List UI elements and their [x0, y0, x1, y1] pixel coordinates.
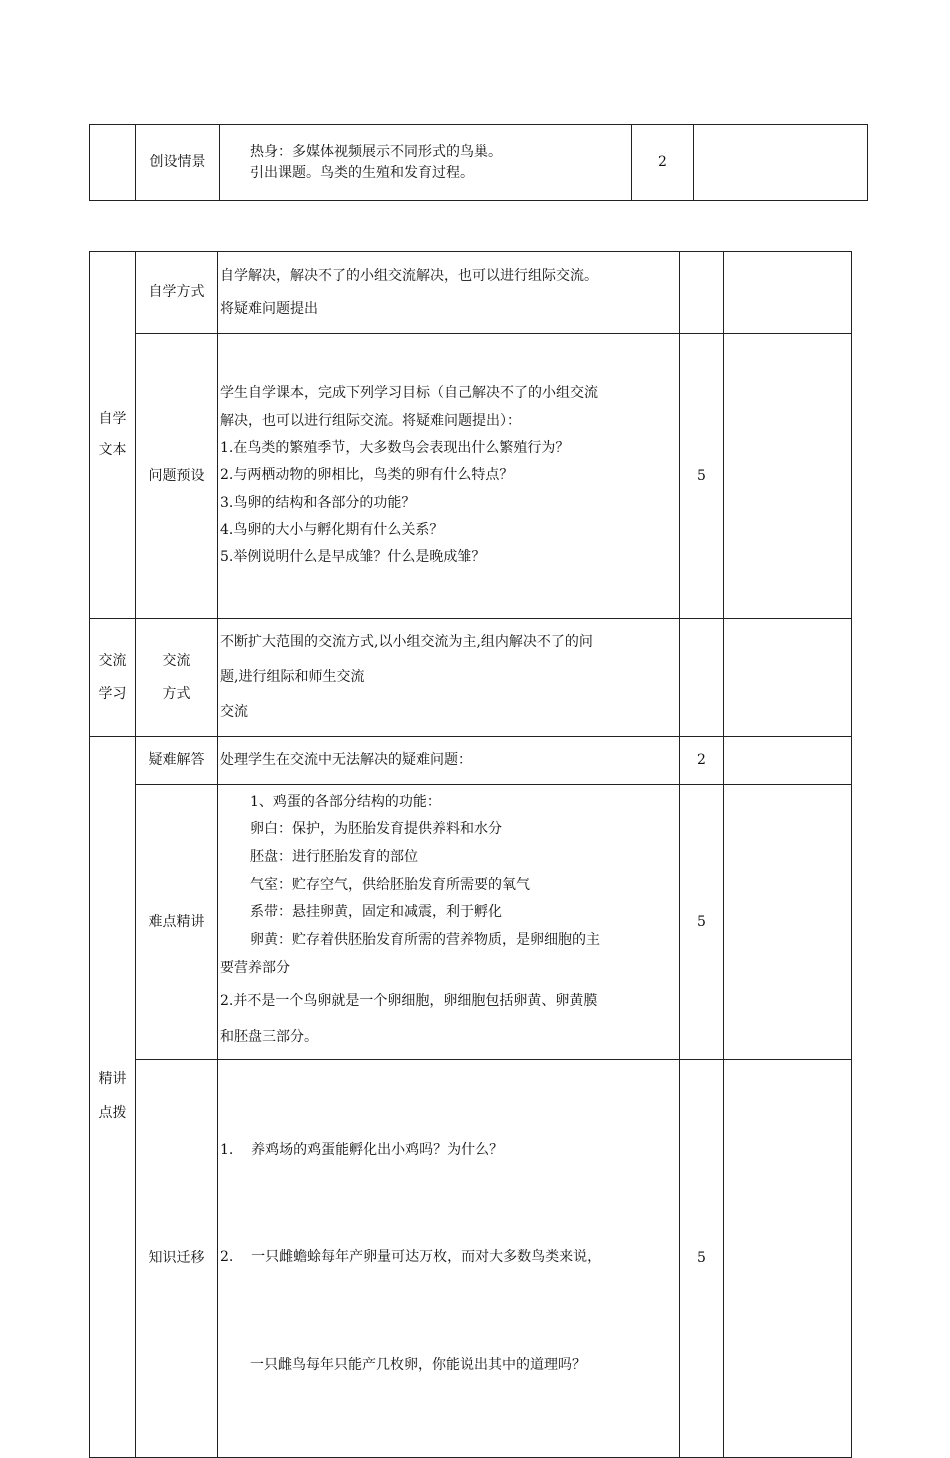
exchange-line: 交流: [220, 704, 248, 720]
focus-line: 1、鸡蛋的各部分结构的功能：: [250, 793, 441, 810]
intro-table: [89, 124, 868, 201]
question-line: 解决，也可以进行组际交流。将疑难问题提出）：: [220, 412, 521, 429]
exchange-method-label: [136, 619, 218, 737]
lecture-group-label: [90, 737, 136, 1458]
label-line: 交流: [162, 653, 191, 670]
question-line: 2.与两栖动物的卵相比，鸟类的卵有什么特点？: [220, 467, 514, 484]
self-study-questions-notes: [724, 334, 852, 619]
exchange-content: [218, 619, 680, 737]
question-line: 学生自学课本，完成下列学习目标（自己解决不了的小组交流: [220, 385, 598, 402]
intro-notes-cell: [694, 125, 868, 201]
intro-minutes: 2: [632, 125, 694, 201]
lecture-qa-notes: [724, 737, 852, 785]
self-study-questions-row: [90, 334, 852, 619]
intro-content: [220, 125, 632, 201]
lecture-focus-content: [218, 785, 680, 1060]
label-line: 方式: [162, 685, 191, 702]
group-label-line: 学习: [98, 685, 127, 702]
lecture-focus-minutes: 5: [680, 785, 724, 1060]
transfer-item: 一只雌鸟每年只能产几枚卵，你能说出其中的道理吗？: [250, 1356, 586, 1373]
self-study-method-content: [218, 252, 680, 334]
lecture-focus-notes: [724, 785, 852, 1060]
self-study-questions-content: [218, 334, 680, 619]
intro-line: 引出课题。鸟类的生殖和发育过程。: [250, 164, 474, 181]
exchange-notes: [724, 619, 852, 737]
self-study-method-minutes: [680, 252, 724, 334]
question-line: 1.在鸟类的繁殖季节，大多数鸟会表现出什么繁殖行为？: [220, 440, 570, 457]
focus-line: 要营养部分: [220, 959, 290, 976]
method-line: 将疑难问题提出: [220, 300, 318, 317]
lecture-focus-row: [90, 785, 852, 1060]
self-study-method-row: [90, 252, 852, 334]
lecture-qa-row: [90, 737, 852, 785]
exchange-line: 题,进行组际和师生交流: [220, 669, 365, 685]
exchange-minutes: [680, 619, 724, 737]
question-line: 5.举例说明什么是早成雏？什么是晚成雏？: [220, 549, 486, 566]
question-line: 4.鸟卵的大小与孵化期有什么关系？: [220, 521, 444, 538]
method-line: 自学解决，解决不了的小组交流解决，也可以进行组际交流。: [220, 267, 598, 284]
focus-line: 胚盘：进行胚胎发育的部位: [250, 849, 418, 866]
group-label-line: 交流: [98, 653, 127, 670]
self-study-method-label: 自学方式: [136, 252, 218, 334]
self-study-questions-label: 问题预设: [136, 334, 218, 619]
exchange-row: [90, 619, 852, 737]
lesson-table: [89, 251, 852, 1458]
focus-line: 卵黄：贮存着供胚胎发育所需的营养物质，是卵细胞的主: [250, 932, 600, 949]
lecture-transfer-content: [218, 1060, 680, 1458]
group-label-line: 点拨: [98, 1104, 127, 1121]
lecture-transfer-label: 知识迁移: [136, 1060, 218, 1458]
group-label-line: 精讲: [98, 1071, 127, 1088]
lecture-transfer-minutes: 5: [680, 1060, 724, 1458]
self-study-method-notes: [724, 252, 852, 334]
lecture-transfer-notes: [724, 1060, 852, 1458]
exchange-group-label: [90, 619, 136, 737]
transfer-item: 1. 养鸡场的鸡蛋能孵化出小鸡吗？为什么？: [220, 1142, 504, 1159]
focus-line: 气室：贮存空气，供给胚胎发育所需要的氧气: [250, 876, 530, 893]
self-study-group-label: [90, 252, 136, 619]
focus-line: 和胚盘三部分。: [220, 1029, 318, 1046]
intro-section-label: 创设情景: [136, 125, 220, 201]
intro-empty-cell: [90, 125, 136, 201]
group-label-line: 文本: [98, 442, 127, 458]
lecture-qa-minutes: 2: [680, 737, 724, 785]
intro-row: [90, 125, 868, 201]
lecture-focus-label: 难点精讲: [136, 785, 218, 1060]
lecture-qa-content: [218, 737, 680, 785]
focus-line: 2.并不是一个鸟卵就是一个卵细胞，卵细胞包括卵黄、卵黄膜: [220, 992, 598, 1009]
intro-line: 热身：多媒体视频展示不同形式的鸟巢。: [250, 143, 502, 160]
exchange-line: 不断扩大范围的交流方式,以小组交流为主,组内解决不了的问: [220, 634, 593, 650]
focus-line: 卵白：保护，为胚胎发育提供养料和水分: [250, 821, 502, 838]
focus-line: 系带：悬挂卵黄，固定和减震，利于孵化: [250, 904, 502, 921]
lecture-transfer-row: [90, 1060, 852, 1458]
transfer-item: 2. 一只雌蟾蜍每年产卵量可达万枚，而对大多数鸟类来说，: [220, 1249, 602, 1266]
question-line: 3.鸟卵的结构和各部分的功能？: [220, 494, 416, 511]
lecture-qa-label: 疑难解答: [136, 737, 218, 785]
self-study-questions-minutes: 5: [680, 334, 724, 619]
group-label-line: 自学: [98, 411, 127, 428]
qa-text: 处理学生在交流中无法解决的疑难问题：: [220, 752, 472, 768]
